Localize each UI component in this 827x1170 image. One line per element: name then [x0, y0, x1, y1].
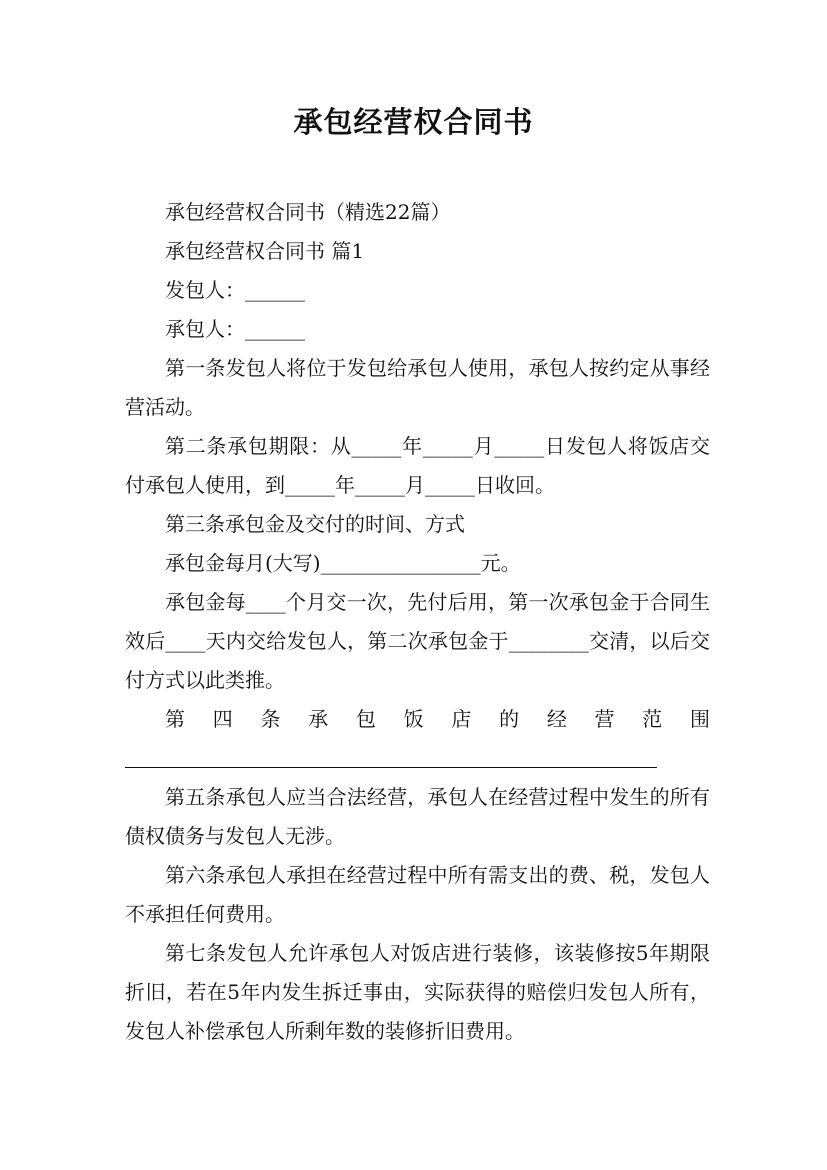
paragraph-article-5: 第五条承包人应当合法经营，承包人在经营过程中发生的所有债权债务与发包人无涉。: [125, 785, 710, 848]
paragraph-section-heading: 承包经营权合同书 篇1: [165, 239, 365, 263]
paragraph-monthly-fee: 承包金每月(大写)________________元。: [165, 551, 521, 575]
paragraph-article-4: 第四条承包饭店的经营范围: [165, 707, 710, 731]
document-body: [125, 193, 710, 1051]
paragraph-party-a: 发包人：______: [165, 278, 305, 302]
paragraph-payment-terms: 承包金每____个月交一次，先付后用，第一次承包金于合同生效后____天内交给发包人，第二次承包金于________交清，以后交付方式以此类推。: [125, 590, 710, 692]
paragraph-article-7: 第七条发包人允许承包人对饭店进行装修，该装修按5年期限折旧，若在5年内发生拆迁事由，实际获得的赔偿归发包人所有，发包人补偿承包人所剩年数的装修折旧费用。: [125, 941, 710, 1043]
blank-fill-line: [125, 739, 710, 778]
paragraph-article-6: 第六条承包人承担在经营过程中所有需支出的费、税，发包人不承担任何费用。: [125, 863, 710, 926]
paragraph-article-1: 第一条发包人将位于发包给承包人使用，承包人按约定从事经营活动。: [125, 356, 710, 419]
document-title: 承包经营权合同书: [293, 105, 534, 139]
paragraph-party-b: 承包人：______: [165, 317, 305, 341]
paragraph-article-2: 第二条承包期限：从_____年_____月_____日发包人将饭店交付承包人使用，到_____年_____月_____日收回。: [125, 434, 710, 497]
paragraph-article-3: 第三条承包金及交付的时间、方式: [165, 512, 465, 536]
underline-rule: [125, 767, 657, 768]
paragraph-subtitle: 承包经营权合同书（精选22篇）: [165, 200, 451, 224]
